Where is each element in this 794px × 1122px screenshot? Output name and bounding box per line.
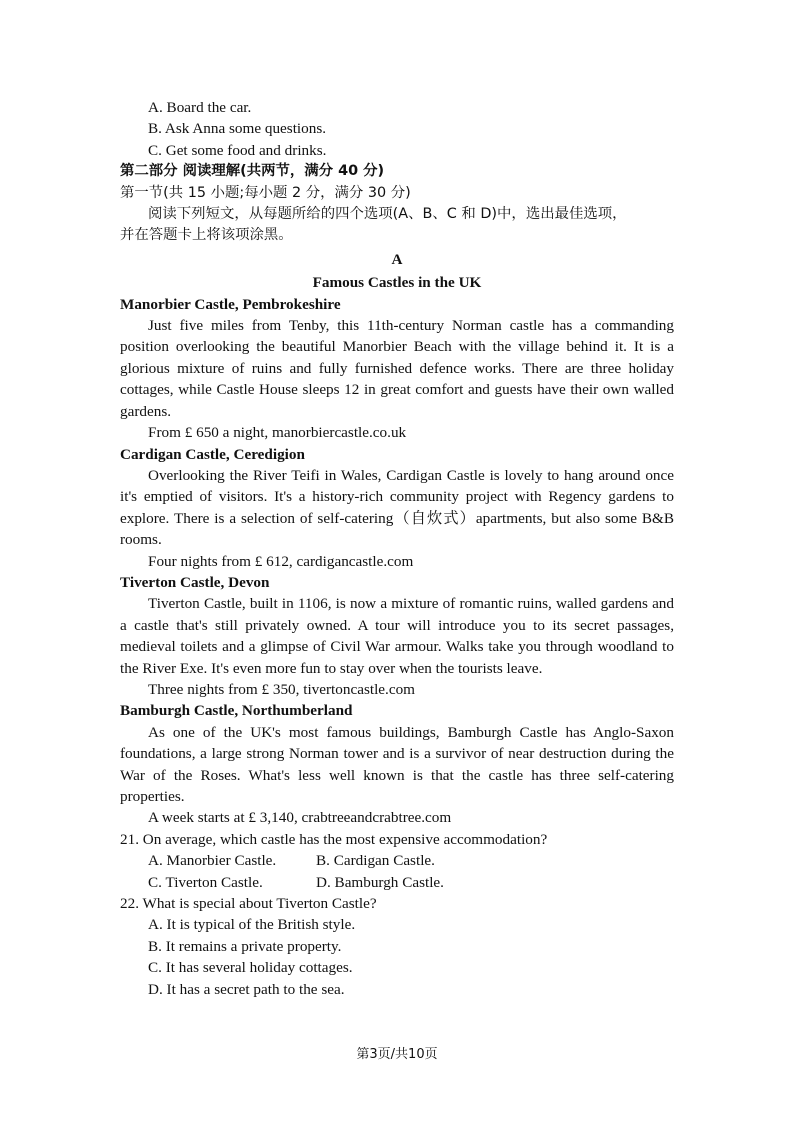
question-21-option-b: B. Cardigan Castle. (316, 852, 435, 870)
castle-text-bamburgh: As one of the UK's most famous buildings, Bamburgh Castle has Anglo-Saxon foundations, a large strong Norman tower and is a survivor of near destruction during the War of the Roses. What's less well known is that the castle has three self-catering properties. (120, 723, 674, 805)
prev-option-a: A. Board the car. (148, 99, 252, 116)
prev-option-c: C. Get some food and drinks. (148, 141, 327, 159)
instructions-line-1: 阅读下列短文，从每题所给的四个选项(A、B、C 和 D)中，选出最佳选项， (148, 206, 627, 223)
prev-option-b: B. Ask Anna some questions. (148, 120, 327, 138)
castle-price-manorbier: From £ 650 a night, manorbiercastle.co.uk (148, 424, 407, 442)
section-heading: 第一节(共 15 小题;每小题 2 分，满分 30 分) (120, 184, 411, 201)
castle-price-bamburgh: A week starts at £ 3,140, crabtreeandcrabtree.com (148, 809, 452, 827)
question-21-options-row-2 (120, 872, 674, 893)
castle-price-cardigan: Four nights from £ 612, cardigancastle.com (148, 552, 414, 570)
castle-text-manorbier: Just five miles from Tenby, this 11th-century Norman castle has a commanding position overlooking the beautiful Manorbier Beach with the village behind it. It is a glorious mixture of ruins and fully furnished defence works. There are three holiday cottages, while Castle House sleeps 12 in great comfort and guests have their own walled gardens. (120, 317, 674, 420)
castle-price-tiverton: Three nights from £ 350, tivertoncastle.com (148, 680, 415, 698)
passage-title: Famous Castles in the UK (312, 274, 482, 292)
castle-text-tiverton: Tiverton Castle, built in 1106, is now a mixture of romantic ruins, walled gardens and a castle that's still privately owned. A tour will introduce you to its secret passages, medieval toilets and a glimpse of Civil War armour. Walks take you through woodland to the River Exe. It's even more fun to stay over when the tourists leave. (120, 595, 674, 677)
exam-page (120, 97, 674, 1000)
castle-text-cardigan: Overlooking the River Teifi in Wales, Cardigan Castle is lovely to hang around once it's emptied of visitors. It's a history-rich community project with Regency gardens to explore. There is a selection of self-catering（自炊式）apartments, but also some B&B rooms. (120, 466, 674, 549)
instructions-line-2: 并在答题卡上将该项涂黑。 (120, 227, 293, 244)
question-21-option-a: A. Manorbier Castle. (148, 852, 277, 870)
question-21-stem: 21. On average, which castle has the most expensive accommodation? (120, 830, 548, 848)
question-21-options-row-1 (120, 850, 674, 871)
question-22-option-a: A. It is typical of the British style. (148, 916, 356, 934)
castle-name-bamburgh: Bamburgh Castle, Northumberland (120, 702, 353, 720)
part-heading: 第二部分 阅读理解(共两节，满分 40 分) (120, 163, 385, 180)
castle-name-cardigan: Cardigan Castle, Ceredigion (120, 445, 305, 463)
page-footer: 第3页/共10页 (356, 1047, 438, 1062)
castle-name-manorbier: Manorbier Castle, Pembrokeshire (120, 295, 341, 313)
question-22-option-b: B. It remains a private property. (148, 937, 342, 955)
question-21-option-d: D. Bamburgh Castle. (316, 873, 444, 891)
question-22-option-c: C. It has several holiday cottages. (148, 959, 353, 977)
passage-letter: A (391, 250, 403, 268)
castle-name-tiverton: Tiverton Castle, Devon (120, 573, 270, 591)
question-22-option-d: D. It has a secret path to the sea. (148, 980, 345, 998)
question-21-option-c: C. Tiverton Castle. (148, 873, 263, 891)
question-22-stem: 22. What is special about Tiverton Castle? (120, 895, 377, 913)
